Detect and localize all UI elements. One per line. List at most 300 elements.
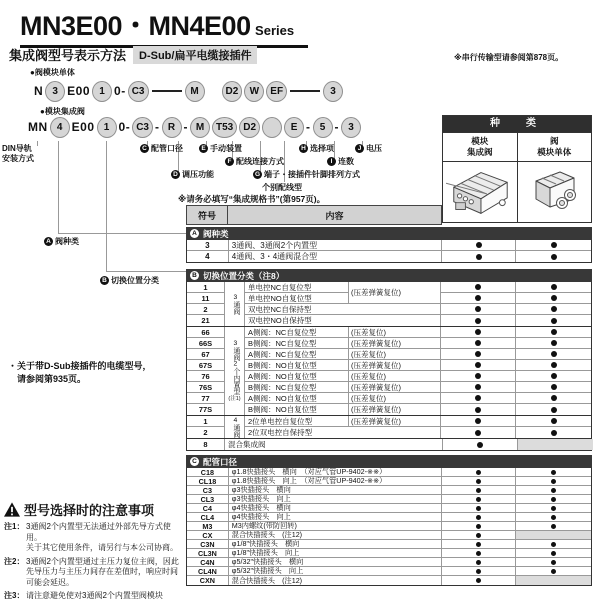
callout-text: 选择项	[310, 144, 334, 153]
caution-title-text: 型号选择时的注意事项	[24, 503, 155, 518]
content-cell: 混合快插接头 (注12)	[229, 576, 442, 585]
symbol-cell: 67	[187, 349, 225, 360]
availability-dot	[475, 430, 481, 436]
group-rows	[245, 327, 591, 415]
availability-dot	[476, 551, 481, 556]
availability-dot	[551, 497, 556, 502]
callout-letter-icon: F	[225, 157, 234, 166]
content-cell: φ1.8快插接头 横向 （对应气管UP-9402-※※）	[229, 468, 442, 477]
availability-dot	[476, 542, 481, 547]
availability-dot	[476, 254, 482, 260]
symbol-column-header: 符号	[186, 205, 228, 225]
type-column-line: 阀	[549, 136, 559, 146]
symbol-cell: 8	[187, 439, 225, 450]
availability-cell	[516, 558, 591, 567]
din-label-line: DIN导轨	[2, 144, 32, 153]
table-row	[187, 558, 591, 567]
section-title: 阀种类	[203, 228, 229, 239]
section-body	[186, 240, 592, 263]
model-code-bubble: M	[185, 81, 205, 102]
symbol-cell: CX	[187, 531, 229, 540]
availability-dot	[551, 329, 557, 335]
symbol-cell: 4	[187, 251, 229, 262]
table-row	[187, 531, 591, 540]
reset-type-text: (压差复位)	[351, 349, 386, 359]
reset-type-cell	[349, 360, 441, 371]
reset-type-cell	[349, 393, 441, 404]
availability-dot	[551, 430, 557, 436]
availability-cell	[516, 540, 591, 549]
group-rows	[245, 416, 591, 438]
model-code-text: N	[34, 84, 44, 98]
availability-dot	[476, 515, 481, 520]
group-label-cell	[225, 282, 245, 326]
table-row	[187, 504, 591, 513]
symbol-cell: CL4	[187, 513, 229, 522]
content-cell: 单电控NO自复位型	[245, 293, 349, 304]
callout-text: 连数	[338, 157, 354, 166]
reset-type-cell	[349, 282, 441, 297]
symbol-cell: 21	[187, 315, 225, 326]
series-title: MN3E00・MN4E00	[20, 11, 251, 41]
availability-cell	[516, 486, 591, 495]
model-code-bubble	[262, 117, 282, 138]
availability-dot	[551, 295, 557, 301]
symbol-cell: C18	[187, 468, 229, 477]
availability-cell	[442, 567, 517, 576]
din-label-line: 安装方式	[2, 154, 34, 163]
valve-module-bullet: ●阀模块单体	[30, 68, 75, 77]
content-cell: 混合集成阀	[225, 439, 443, 450]
type-column-header	[443, 133, 517, 161]
availability-dot	[551, 515, 556, 520]
content-cell: 双电控NC自保持型	[245, 304, 441, 315]
availability-dot	[476, 470, 481, 475]
manifold-bullet: ●模块集成阀	[40, 107, 85, 116]
section-title: 切换位置分类（注8）	[203, 270, 285, 281]
model-code-text: 0-	[118, 120, 131, 134]
group-label-cell	[225, 416, 245, 438]
caution-item	[4, 557, 186, 589]
content-cell: 2位单电控自复位型	[245, 416, 349, 427]
callout-g	[253, 169, 360, 180]
model-code-bubble: 5	[313, 117, 333, 138]
reset-type-text: (压差弹簧复位)	[351, 382, 401, 392]
availability-dot	[551, 479, 556, 484]
model-code-bubble: D2	[222, 81, 243, 102]
content-cell: 3通阀、3通阀2个内置型	[229, 240, 442, 251]
table-row	[245, 293, 591, 304]
caution-items	[4, 522, 186, 600]
callout-e	[199, 143, 242, 154]
callout-text: 手动装置	[210, 144, 242, 153]
availability-dot	[475, 384, 481, 390]
section-body	[186, 282, 592, 451]
callout-j	[355, 143, 382, 154]
section-bar	[186, 455, 592, 468]
availability-cell	[516, 282, 591, 293]
callout-f	[225, 156, 284, 167]
caution-item-label: 注2：	[4, 556, 25, 566]
symbol-cell: 1	[187, 416, 225, 427]
symbol-cell: 11	[187, 293, 225, 304]
symbol-cell: 77	[187, 393, 225, 404]
availability-dot	[551, 506, 556, 511]
model-code-text: E00	[71, 120, 95, 134]
model-code-bubble: W	[244, 81, 264, 102]
availability-cell	[516, 338, 591, 349]
callout-letter-icon: D	[171, 170, 180, 179]
availability-dot	[475, 284, 481, 290]
caution-item-text	[26, 591, 184, 600]
reset-type-cell	[349, 349, 441, 360]
availability-dot	[475, 306, 481, 312]
content-cell: φ4快插接头 横向	[229, 504, 442, 513]
content-cell: 2位双电控自保持型	[245, 427, 441, 438]
table-row	[187, 477, 591, 486]
callout-letter-icon: E	[199, 144, 208, 153]
availability-cell	[516, 349, 591, 360]
availability-cell	[441, 349, 516, 360]
availability-cell	[516, 416, 591, 427]
group-label-vertical: 3通阀	[231, 293, 239, 315]
availability-dot	[551, 470, 556, 475]
model-code-bubble: C3	[128, 81, 149, 102]
availability-cell	[516, 513, 591, 522]
reset-type-cell	[349, 371, 441, 382]
content-cell: M3内螺纹(带防回转)	[229, 522, 442, 531]
availability-cell	[441, 293, 516, 304]
side-note-line: ・关于带D-Sub接插件的电缆型号，	[8, 361, 152, 371]
warning-icon	[4, 502, 20, 517]
caution-item-label: 注3：	[4, 591, 25, 600]
availability-cell	[441, 304, 516, 315]
content-cell: A侧阀：NC自复位型	[245, 327, 349, 338]
model-code-bubble: C3	[132, 117, 153, 138]
section-letter-icon: A	[190, 229, 199, 238]
type-table-columns	[443, 132, 591, 161]
table-row	[187, 251, 591, 262]
content-cell: 双电控NO自保持型	[245, 315, 441, 326]
caution-item	[4, 591, 186, 600]
section-title: 配管口径	[203, 456, 238, 467]
callout-text: 电压	[366, 144, 382, 153]
reset-type-text: (压差弹簧复位)	[351, 416, 401, 426]
caution-item-line: 请注意避免使对3通阀2个内置型阀模块	[26, 591, 163, 600]
availability-cell	[516, 327, 591, 338]
section-bar	[186, 269, 592, 282]
callout-c	[140, 143, 183, 154]
reset-type-text: (压差复位)	[351, 393, 386, 403]
availability-dot	[551, 418, 557, 424]
availability-cell	[441, 404, 516, 415]
content-cell: φ1/8"快插接头 向上	[229, 549, 442, 558]
serial-transmission-note: ※串行传输型请参阅第878页。	[454, 53, 564, 62]
availability-cell	[441, 315, 516, 326]
type-table-title: 种 类	[443, 116, 591, 132]
model-code-dash	[290, 90, 320, 92]
section-letter-icon: B	[190, 271, 199, 280]
group-rows	[245, 282, 591, 326]
connector-type-badge: D-Sub/扁平电缆接插件	[133, 46, 257, 64]
leader-line	[106, 271, 186, 272]
model-code-bubble: M	[190, 117, 210, 138]
table-row	[245, 404, 591, 415]
group-rows	[225, 439, 593, 450]
reset-type-text: (压差弹簧复位)	[351, 338, 401, 348]
availability-cell	[516, 427, 591, 438]
availability-cell	[441, 393, 516, 404]
table-row	[245, 282, 591, 297]
callout-letter-icon: G	[254, 171, 261, 178]
table-row	[187, 522, 591, 531]
content-cell: 单电控NC自复位型	[245, 282, 349, 293]
content-cell: B侧阀：NC自复位型	[245, 338, 349, 349]
reset-type-text: (压差弹簧复位)	[351, 405, 401, 414]
availability-cell	[441, 338, 516, 349]
caution-item-line: 关于其它使用条件，请另行与本公司协商。	[26, 543, 178, 552]
content-cell: φ5/32"快插接头 向上	[229, 567, 442, 576]
symbol-cell: 77S	[187, 404, 225, 415]
table-row	[245, 338, 591, 349]
availability-dot	[551, 306, 557, 312]
availability-dot	[551, 284, 557, 290]
symbol-cell: 66	[187, 327, 225, 338]
availability-cell	[441, 327, 516, 338]
availability-cell	[441, 382, 516, 393]
table-row	[245, 349, 591, 360]
section-bar	[186, 227, 592, 240]
table-row	[245, 427, 591, 438]
content-cell: 4通阀、3・4通阀混合型	[229, 251, 442, 262]
availability-cell	[516, 404, 591, 415]
table-section-c	[186, 455, 592, 586]
reset-type-cell	[349, 404, 441, 415]
group-label-vertical: 4通阀	[231, 416, 239, 438]
availability-dot	[551, 242, 557, 248]
symbol-cell: 2	[187, 304, 225, 315]
availability-dot	[551, 488, 556, 493]
caution-item-line: 3通阀2个内置型无法通过外部先导方式使用。	[26, 522, 171, 542]
dsub-cable-note	[8, 360, 152, 386]
table-row	[187, 576, 591, 585]
symbol-cell: 1	[187, 282, 225, 293]
pointer-switch-position	[100, 275, 159, 286]
availability-cell	[516, 240, 591, 251]
table-row	[187, 513, 591, 522]
content-cell: A侧阀：NO自复位型	[245, 371, 349, 382]
availability-dot	[551, 351, 557, 357]
availability-dot	[476, 497, 481, 502]
table-row	[187, 495, 591, 504]
content-cell: φ3快插接头 向上	[229, 495, 442, 504]
caution-section	[4, 500, 186, 600]
content-cell: A侧阀：NO自复位型	[245, 393, 349, 404]
reset-type-cell	[349, 416, 441, 427]
symbol-column	[187, 282, 225, 326]
availability-cell	[442, 576, 517, 585]
table-row	[245, 393, 591, 404]
availability-cell	[442, 513, 517, 522]
callout-d	[171, 169, 214, 180]
model-code-text: 0-	[114, 84, 126, 98]
type-column-line: 集成阀	[466, 147, 493, 157]
symbol-cell: 2	[187, 427, 225, 438]
content-cell: φ1.8快插接头 向上 （对应气管UP-9402-※※）	[229, 477, 442, 486]
model-code-dash	[152, 90, 182, 92]
type-column-line: 模块单体	[537, 147, 572, 157]
symbol-cell: C4N	[187, 558, 229, 567]
symbol-column	[187, 416, 225, 438]
section-heading-row	[9, 45, 257, 64]
availability-dot	[551, 560, 556, 565]
content-cell: φ4快插接头 向上	[229, 513, 442, 522]
model-indication-heading: 集成阀型号表示方法	[9, 48, 127, 63]
valve-module-illustration	[517, 162, 592, 222]
row-group	[187, 282, 591, 326]
model-number-row-1	[34, 79, 343, 103]
content-cell: B侧阀：NO自复位型	[245, 404, 349, 415]
reset-type-cell	[349, 382, 441, 393]
availability-cell	[516, 495, 591, 504]
leader-line	[58, 141, 59, 233]
availability-dot	[476, 506, 481, 511]
availability-dot	[476, 524, 481, 529]
availability-cell	[442, 486, 517, 495]
model-code-text: -	[155, 120, 160, 134]
symbol-cell: 3	[187, 240, 229, 251]
table-row	[245, 371, 591, 382]
caution-title	[4, 500, 186, 519]
availability-cell	[441, 371, 516, 382]
availability-dot	[476, 578, 481, 583]
availability-cell	[516, 304, 591, 315]
callout-i	[327, 156, 354, 167]
callout-letter-icon: I	[327, 157, 336, 166]
leader-line	[37, 141, 38, 146]
content-cell: B侧阀：NO自复位型	[245, 360, 349, 371]
availability-cell	[442, 531, 517, 540]
symbol-cell: 66S	[187, 338, 225, 349]
page-title	[20, 4, 308, 48]
table-row	[187, 540, 591, 549]
availability-dot	[551, 340, 557, 346]
availability-cell	[442, 504, 517, 513]
table-row	[245, 315, 591, 326]
symbol-cell: CL4N	[187, 567, 229, 576]
caution-item-text	[26, 557, 184, 589]
availability-cell	[516, 468, 591, 477]
availability-cell	[442, 477, 517, 486]
model-code-text: -	[306, 120, 311, 134]
availability-dot	[475, 318, 481, 324]
table-row	[225, 439, 593, 450]
availability-dot	[551, 395, 557, 401]
caution-item-label: 注1：	[4, 522, 25, 531]
availability-cell	[516, 393, 591, 404]
table-row	[187, 549, 591, 558]
pointer-letter-icon: A	[44, 237, 53, 246]
leader-line	[106, 141, 107, 271]
pointer-text: 切换位置分类	[111, 276, 159, 285]
callout-text: 配管口径	[151, 144, 183, 153]
availability-cell	[442, 240, 517, 251]
caution-item	[4, 522, 186, 554]
pointer-text: 阀种类	[55, 237, 79, 246]
table-row	[245, 416, 591, 427]
reset-type-text: (压差复位)	[351, 371, 386, 381]
type-column-header	[517, 133, 592, 161]
availability-dot	[475, 295, 481, 301]
table-row	[187, 486, 591, 495]
symbol-cell: CL18	[187, 477, 229, 486]
type-table	[442, 115, 592, 223]
section-body	[186, 468, 592, 586]
availability-cell	[442, 558, 517, 567]
availability-dot	[551, 254, 557, 260]
availability-cell	[516, 567, 591, 576]
symbol-cell: CL3	[187, 495, 229, 504]
model-code-bubble: EF	[266, 81, 287, 102]
availability-dot	[475, 362, 481, 368]
symbol-column	[187, 327, 225, 415]
availability-dot	[476, 242, 482, 248]
availability-dot	[477, 442, 483, 448]
model-code-text: E00	[67, 84, 91, 98]
group-note: (注1)	[228, 396, 241, 403]
availability-cell	[516, 371, 591, 382]
model-code-bubble: 1	[92, 81, 112, 102]
model-code-bubble: 3	[45, 81, 65, 102]
availability-dot	[476, 560, 481, 565]
availability-cell	[443, 439, 518, 450]
spec-sheet-note: ※请务必填写“集成规格书”(第957页)。	[178, 194, 326, 204]
availability-dot	[551, 542, 556, 547]
type-table-images	[443, 161, 591, 222]
row-group	[187, 415, 591, 438]
model-code-text: MN	[28, 120, 48, 134]
availability-cell	[442, 540, 517, 549]
manifold-illustration	[443, 162, 517, 222]
availability-cell	[441, 427, 516, 438]
callout-text: 配线连接方式	[236, 157, 284, 166]
availability-cell	[442, 522, 517, 531]
availability-dot	[476, 569, 481, 574]
availability-dot	[475, 395, 481, 401]
reset-type-text: (压差弹簧复位)	[351, 360, 401, 370]
side-note-line: 请参阅第935页。	[8, 374, 87, 384]
availability-cell	[441, 416, 516, 427]
availability-cell	[516, 293, 591, 304]
content-cell: φ3快插接头 横向	[229, 486, 442, 495]
availability-cell	[516, 549, 591, 558]
model-code-bubble: 3	[323, 81, 343, 102]
content-column-header: 内容	[228, 205, 442, 225]
table-section-a	[186, 227, 592, 263]
availability-cell	[516, 251, 591, 262]
table-row	[187, 567, 591, 576]
content-cell: B侧阀：NC自复位型	[245, 382, 349, 393]
reset-type-text: (压差复位)	[351, 327, 386, 337]
content-cell: 混合快插接头 (注12)	[229, 531, 442, 540]
availability-cell	[516, 576, 591, 585]
series-suffix: Series	[255, 23, 295, 38]
availability-cell	[442, 495, 517, 504]
reset-type-cell	[349, 338, 441, 349]
symbol-cell: CL3N	[187, 549, 229, 558]
table-section-b	[186, 269, 592, 451]
callout-text: 端子・接插件针脚排列方式	[264, 170, 360, 179]
